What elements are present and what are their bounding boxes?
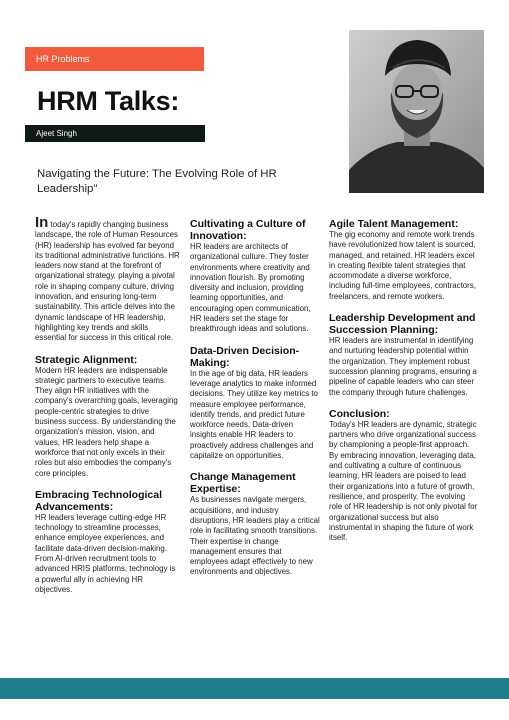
category-tag: [25, 47, 204, 71]
author-name: Ajeet Singh: [36, 129, 77, 138]
article-subtitle: Navigating the Future: The Evolving Role of HR Leadership": [37, 168, 277, 195]
portrait-image: [349, 30, 484, 193]
section-heading: Agile Talent Management:: [329, 218, 459, 230]
section-body: HR leaders leverage cutting-edge HR technology to streamline processes, enhance employee experiences, and facilitate data-driven decision-making. From AI-driven recruitment tools to advanced HRIS platforms, technology is a powerful ally in achieving HR objectives.: [35, 512, 176, 594]
article-column-1: [35, 214, 180, 595]
page-title: HRM Talks:: [37, 86, 180, 116]
article-column-2: [190, 218, 320, 578]
footer-band: [0, 678, 509, 699]
category-label: HR Problems: [36, 54, 90, 64]
intro-text: today's rapidly changing business landscape, the role of Human Resources (HR) leadership has evolved far beyond its traditional administrative functions. HR leaders now stand at the forefront of organizational strategy, playing a pivotal role in shaping company culture, driving innovation, and ensuring long-term sustainability. This article delves into the dynamic landscape of HR leadership, highlighting key trends and skills essential for success in this critical role.: [35, 220, 180, 343]
dropcap: In: [35, 214, 49, 231]
author-bar: [25, 125, 205, 142]
section-body: Modern HR leaders are indispensable strategic partners to executive teams. They align HR initiatives with the company's overarching goals, leveraging people-centric strategies to drive business success. By understanding the organization's mission, vision, and values, HR leaders help shape a workforce that not only excels in their roles but also embodies the company's core principles.: [35, 365, 178, 478]
section-body: Today's HR leaders are dynamic, strategic partners who drive organizational success by championing a people-first approach. By embracing innovation, leveraging data, and cultivating a culture of continuous learning, HR leaders are poised to lead their organizations into a future of growth, resilience, and prosperity. The evolving role of HR leadership is not only pivotal for organizational success but also instrumental in shaping the future of work itself.: [329, 419, 478, 543]
author-photo: [349, 30, 484, 193]
section-body: The gig economy and remote work trends have revolutionized how talent is sourced, managed, and retained. HR leaders excel in creating flexible talent strategies that accommodate a diverse workforce, including full-time employees, contractors, freelancers, and remote workers.: [329, 230, 476, 301]
section-heading: Cultivating a Culture of Innovation:: [190, 218, 306, 242]
intro-paragraph: [35, 214, 180, 344]
section-heading: Embracing Technological Advancements:: [35, 488, 162, 513]
section-heading: Data-Driven Decision-Making:: [190, 344, 300, 369]
section-heading: Change Management Expertise:: [190, 471, 296, 496]
article-column-3: [329, 218, 479, 543]
section-body: HR leaders are architects of organizational culture. They foster environments where creativity and innovation flourish. By promoting diversity and inclusion, providing learning opportunities, and encouraging open communication, HR leaders set the stage for breakthrough ideas and solutions.: [190, 242, 311, 334]
section-heading: Leadership Development and Succession Planning:: [329, 312, 476, 337]
section-body: In the age of big data, HR leaders leverage analytics to make informed decisions. They utilize key metrics to measure employee performance, identify trends, and predict future workforce needs. Data-driven insights enable HR leaders to proactively address challenges and capitalize on opportunities.: [190, 368, 318, 461]
section-heading: Strategic Alignment:: [35, 353, 138, 366]
section-body: HR leaders are instrumental in identifying and nurturing leadership potential within the organization. They implement robust succession planning programs, ensuring a pipeline of capable leaders who can steer the company through future challenges.: [329, 336, 477, 397]
section-body: As businesses navigate mergers, acquisitions, and industry disruptions, HR leaders play a critical role in facilitating smooth transitions. Their expertise in change management ensures that employees adapt effectively to new environments and objectives.: [190, 495, 320, 577]
section-heading: Conclusion:: [329, 407, 390, 420]
